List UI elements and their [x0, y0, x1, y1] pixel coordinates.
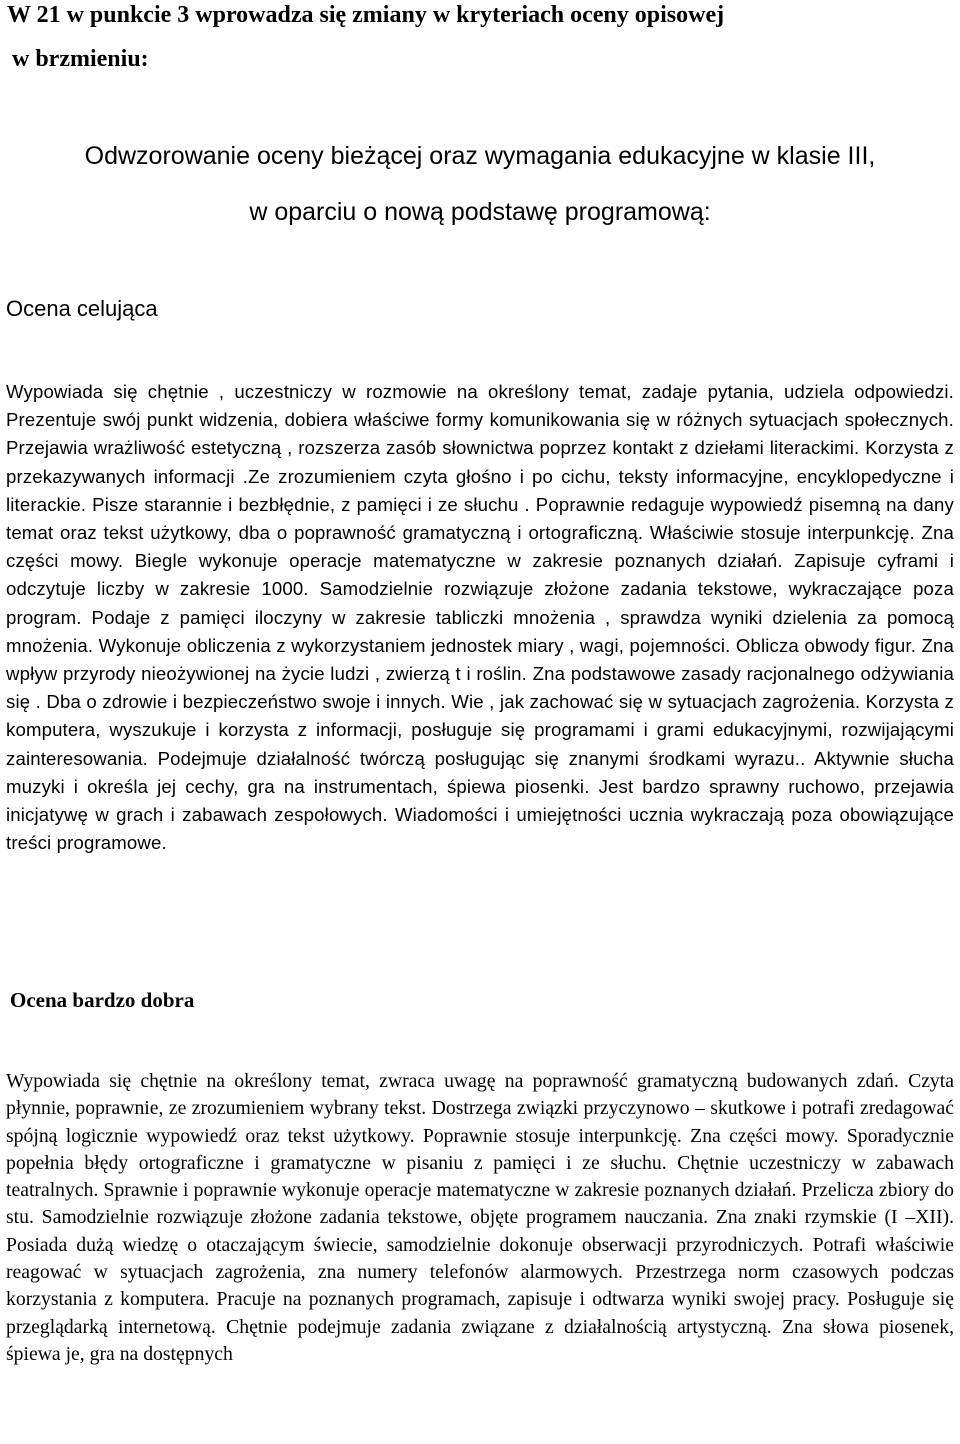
- section-title-bardzo-dobra: Ocena bardzo dobra: [10, 988, 195, 1012]
- amendment-heading-line-1: W 21 w punkcie 3 wprowadza się zmiany w kryteriach oceny opisowej: [7, 2, 725, 28]
- amendment-heading-line-2: w brzmieniu:: [12, 46, 149, 72]
- subtitle-line-1: Odwzorowanie oceny bieżącej oraz wymagania edukacyjne w klasie III,: [84, 142, 876, 170]
- section-text-bardzo-dobra: Wypowiada się chętnie na określony temat, zwraca uwagę na poprawność gramatyczną budowanych zdań. Czyta płynnie, poprawnie, ze zrozumieniem wybrany tekst. Dostrzega związki przyczynowo – skutkowe i potrafi zredagować spójną logicznie wypowiedź oraz tekst użytkowy. Poprawnie stosuje interpunkcję. Zna części mowy. Sporadycznie popełnia błędy ortograficzne i gramatyczne w pisaniu z pamięci i ze słuchu. Chętnie uczestniczy w zabawach teatralnych. Sprawnie i poprawnie wykonuje operacje matematyczne w zakresie poznanych działań. Przelicza zbiory do stu. Samodzielnie rozwiązuje złożone zadania tekstowe, objęte programem nauczania. Zna znaki rzymskie (I –XII). Posiada dużą wiedzę o otaczającym świecie, samodzielnie dokonuje obserwacji przyrodniczych. Potrafi właściwie reagować w sytuacjach zagrożenia, zna numery telefonów alarmowych. Przestrzega norm czasowych podczas korzystania z komputera. Pracuje na poznanych programach, zapisuje i odtwarza wyniki swojej pracy. Posługuje się przeglądarką internetową. Chętnie podejmuje zadania związane z działalnością artystyczną. Zna słowa piosenek, śpiewa je, gra na dostępnych: [6, 1070, 954, 1365]
- subtitle-line-2: w oparciu o nową podstawę programową:: [249, 198, 711, 226]
- section-text-celujaca: Wypowiada się chętnie , uczestniczy w rozmowie na określony temat, zadaje pytania, udziela odpowiedzi. Prezentuje swój punkt widzenia, dobiera właściwe formy komunikowania się w różnych sytuacjach społecznych. Przejawia wrażliwość estetyczną , rozszerza zasób słownictwa poprzez kontakt z dziełami literackimi. Korzysta z przekazywanych informacji .Ze zrozumieniem czyta głośno i po cichu, teksty informacyjne, encyklopedyczne i literackie. Pisze starannie i bezbłędnie, z pamięci i ze słuchu . Poprawnie redaguje wypowiedź pisemną na dany temat oraz tekst użytkowy, dba o poprawność gramatyczną i ortograficzną. Właściwie stosuje interpunkcję. Zna części mowy. Biegle wykonuje operacje matematyczne w zakresie poznanych działań. Zapisuje cyframi i odczytuje liczby w zakresie 1000. Samodzielnie rozwiązuje złożone zadania tekstowe, wykraczające poza program. Podaje z pamięci iloczyny w zakresie tabliczki mnożenia , sprawdza wyniki dzielenia za pomocą mnożenia. Wykonuje obliczenia z wykorzystaniem jednostek miary , wagi, pojemności. Oblicza obwody figur. Zna wpływ przyrody nieożywionej na życie ludzi , zwierzą t i roślin. Zna podstawowe zasady racjonalnego odżywiania się . Dba o zdrowie i bezpieczeństwo swoje i innych. Wie , jak zachować się w sytuacjach zagrożenia. Korzysta z komputera, wyszukuje i korzysta z informacji, posługuje się programami i grami edukacyjnymi, rozwijającymi zainteresowania. Podejmuje działalność twórczą posługując się znanymi środkami wyrazu.. Aktywnie słucha muzyki i określa jej cechy, gra na instrumentach, śpiewa piosenki. Jest bardzo sprawny ruchowo, przejawia inicjatywę w grach i zabawach zespołowych. Wiadomości i umiejętności ucznia wykraczają poza obowiązujące treści programowe.: [6, 381, 954, 854]
- section-title-celujaca: Ocena celująca: [6, 296, 158, 321]
